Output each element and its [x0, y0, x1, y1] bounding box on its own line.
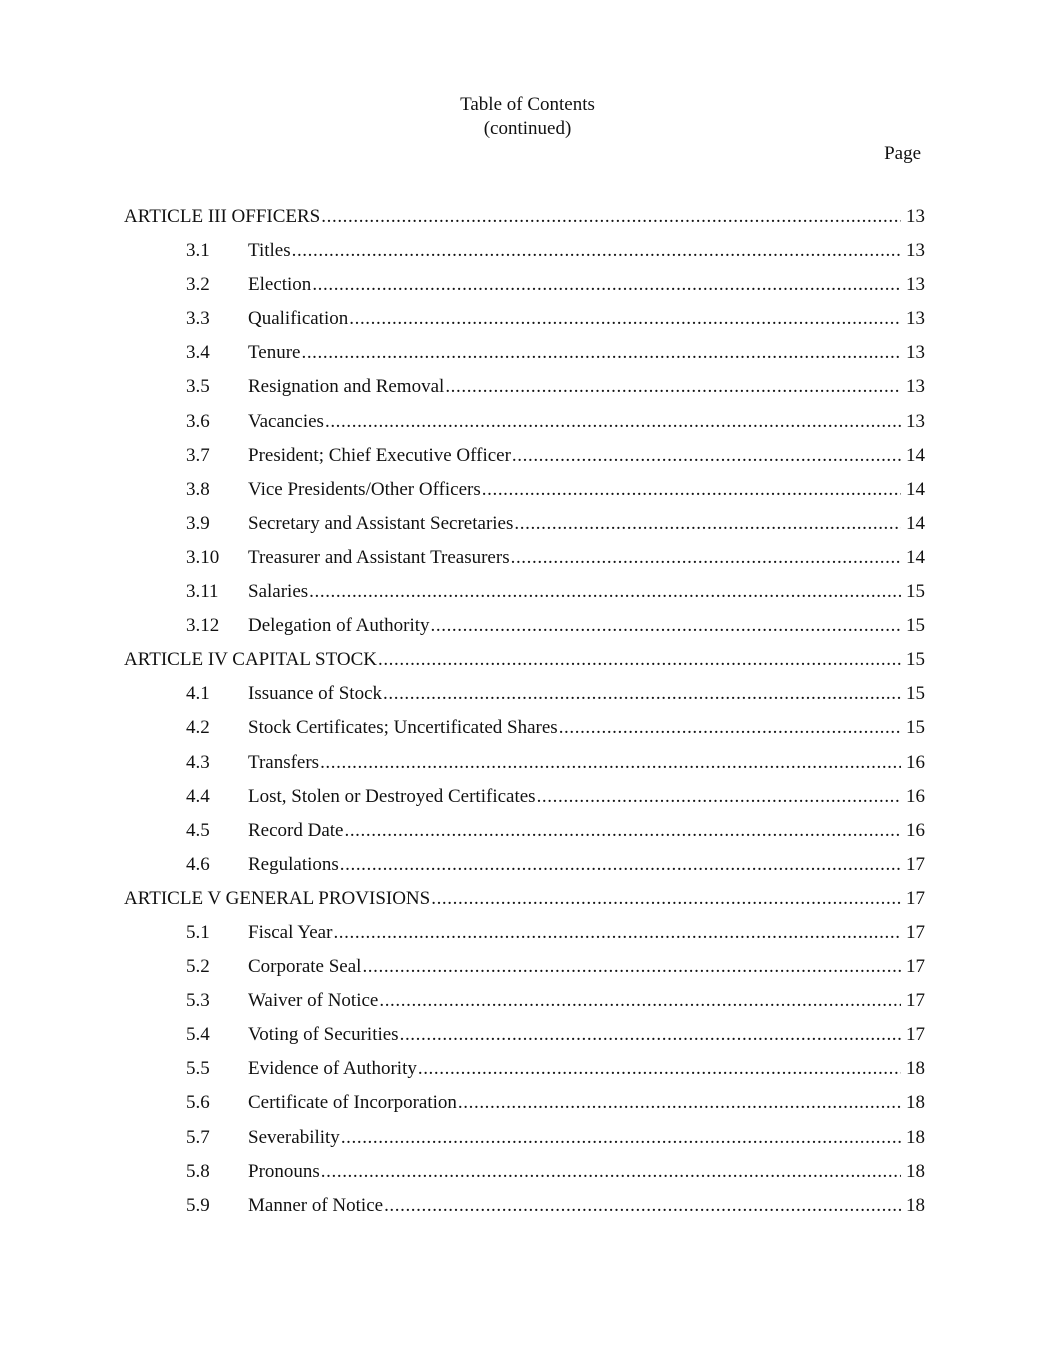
page-number: 17 [906, 921, 925, 943]
entry-title: Stock Certificates; Uncertificated Shares [248, 717, 558, 739]
section-number: 5.3 [186, 990, 210, 1012]
page-number: 18 [906, 1160, 925, 1182]
dot-leader [340, 852, 901, 878]
section-number: 5.8 [186, 1160, 210, 1182]
section-number: 4.5 [186, 819, 210, 841]
section-number: 3.10 [186, 546, 220, 568]
toc-section-entry[interactable] [124, 374, 925, 408]
toc-section-entry[interactable] [124, 715, 925, 749]
section-number: 4.6 [186, 853, 210, 875]
entry-title: Vacancies [248, 410, 324, 432]
dot-leader [445, 374, 901, 400]
page-number: 14 [906, 512, 925, 534]
section-number: 5.7 [186, 1126, 210, 1148]
page-number: 17 [906, 853, 925, 875]
page-number: 14 [906, 444, 925, 466]
toc-section-entry[interactable] [124, 988, 925, 1022]
dot-leader [384, 1193, 901, 1219]
toc-header [0, 93, 1055, 141]
toc-section-entry[interactable] [124, 920, 925, 954]
toc-article-entry[interactable] [124, 647, 925, 681]
toc-article-entry[interactable] [124, 204, 925, 238]
toc-section-entry[interactable] [124, 1193, 925, 1227]
entry-title: Certificate of Incorporation [248, 1092, 457, 1114]
toc-section-entry[interactable] [124, 954, 925, 988]
dot-leader [362, 954, 901, 980]
section-number: 4.3 [186, 751, 210, 773]
entry-title: Waiver of Notice [248, 990, 379, 1012]
toc-section-entry[interactable] [124, 818, 925, 852]
dot-leader [325, 409, 901, 435]
page-number: 17 [906, 887, 925, 909]
dot-leader [383, 681, 901, 707]
entry-title: ARTICLE IV CAPITAL STOCK [124, 649, 377, 671]
page-number: 16 [906, 819, 925, 841]
entry-title: Pronouns [248, 1160, 320, 1182]
toc-section-entry[interactable] [124, 238, 925, 272]
dot-leader [333, 920, 901, 946]
toc-article-entry[interactable] [124, 886, 925, 920]
toc-section-entry[interactable] [124, 443, 925, 477]
section-number: 4.4 [186, 785, 210, 807]
page-number: 13 [906, 376, 925, 398]
entry-title: Manner of Notice [248, 1194, 384, 1216]
entry-title: Severability [248, 1126, 340, 1148]
entry-title: Secretary and Assistant Secretaries [248, 512, 514, 534]
section-number: 3.12 [186, 615, 220, 637]
dot-leader [301, 340, 901, 366]
entry-title: Fiscal Year [248, 921, 333, 943]
toc-section-entry[interactable] [124, 1022, 925, 1056]
toc-section-entry[interactable] [124, 1125, 925, 1159]
toc-section-entry[interactable] [124, 477, 925, 511]
toc-section-entry[interactable] [124, 750, 925, 784]
toc-section-entry[interactable] [124, 852, 925, 886]
section-number: 3.5 [186, 376, 210, 398]
page-number: 18 [906, 1058, 925, 1080]
entry-title: President; Chief Executive Officer [248, 444, 511, 466]
dot-leader [400, 1022, 901, 1048]
entry-title: ARTICLE V GENERAL PROVISIONS [124, 887, 431, 909]
page-number: 15 [906, 683, 925, 705]
dot-leader [458, 1090, 901, 1116]
toc-section-entry[interactable] [124, 340, 925, 374]
toc-list [124, 204, 925, 1227]
toc-section-entry[interactable] [124, 545, 925, 579]
page-number: 18 [906, 1126, 925, 1148]
dot-leader [321, 204, 901, 230]
page-column-label: Page [884, 143, 921, 164]
section-number: 5.2 [186, 956, 210, 978]
page-number: 14 [906, 478, 925, 500]
dot-leader [559, 715, 901, 741]
entry-title: Resignation and Removal [248, 376, 445, 398]
toc-section-entry[interactable] [124, 1159, 925, 1193]
page-number: 13 [906, 342, 925, 364]
entry-title: Record Date [248, 819, 344, 841]
section-number: 3.6 [186, 410, 210, 432]
dot-leader [512, 443, 901, 469]
page-number: 18 [906, 1194, 925, 1216]
section-number: 4.1 [186, 683, 210, 705]
entry-title: Corporate Seal [248, 956, 362, 978]
page-number: 13 [906, 206, 925, 227]
toc-section-entry[interactable] [124, 613, 925, 647]
section-number: 5.1 [186, 921, 210, 943]
page-number: 16 [906, 751, 925, 773]
toc-section-entry[interactable] [124, 409, 925, 443]
page-number: 13 [906, 410, 925, 432]
entry-title: ARTICLE III OFFICERS [124, 206, 321, 227]
entry-title: Lost, Stolen or Destroyed Certificates [248, 785, 536, 807]
section-number: 4.2 [186, 717, 210, 739]
dot-leader [379, 988, 901, 1014]
toc-section-entry[interactable] [124, 306, 925, 340]
dot-leader [418, 1056, 901, 1082]
entry-title: Election [248, 274, 312, 296]
toc-section-entry[interactable] [124, 681, 925, 715]
entry-title: Regulations [248, 853, 339, 875]
page-number: 13 [906, 274, 925, 296]
toc-section-entry[interactable] [124, 1090, 925, 1124]
page-number: 17 [906, 1024, 925, 1046]
page-number: 13 [906, 240, 925, 262]
page-number: 15 [906, 615, 925, 637]
section-number: 5.5 [186, 1058, 210, 1080]
entry-title: Qualification [248, 308, 349, 330]
toc-section-entry[interactable] [124, 1056, 925, 1090]
entry-title: Voting of Securities [248, 1024, 399, 1046]
entry-title: Titles [248, 240, 291, 262]
toc-section-entry[interactable] [124, 272, 925, 306]
dot-leader [312, 272, 901, 298]
page-number: 16 [906, 785, 925, 807]
dot-leader [537, 784, 901, 810]
page-number: 15 [906, 581, 925, 603]
entry-title: Delegation of Authority [248, 615, 430, 637]
dot-leader [292, 238, 901, 264]
dot-leader [378, 647, 901, 673]
dot-leader [320, 750, 901, 776]
entry-title: Tenure [248, 342, 301, 364]
toc-title: Table of Contents [460, 94, 595, 115]
dot-leader [344, 818, 901, 844]
entry-title: Evidence of Authority [248, 1058, 417, 1080]
page-number: 15 [906, 649, 925, 671]
page-number: 18 [906, 1092, 925, 1114]
entry-title: Transfers [248, 751, 320, 773]
section-number: 5.4 [186, 1024, 210, 1046]
entry-title: Issuance of Stock [248, 683, 383, 705]
toc-section-entry[interactable] [124, 784, 925, 818]
section-number: 3.3 [186, 308, 210, 330]
page-number: 15 [906, 717, 925, 739]
entry-title: Treasurer and Assistant Treasurers [248, 546, 510, 568]
section-number: 3.2 [186, 274, 210, 296]
section-number: 3.11 [186, 581, 219, 603]
toc-section-entry[interactable] [124, 511, 925, 545]
section-number: 3.1 [186, 240, 210, 262]
page-number: 17 [906, 990, 925, 1012]
dot-leader [341, 1125, 901, 1151]
section-number: 3.9 [186, 512, 210, 534]
dot-leader [431, 886, 901, 912]
toc-subtitle: (continued) [483, 118, 572, 139]
section-number: 3.4 [186, 342, 210, 364]
dot-leader [349, 306, 901, 332]
section-number: 3.7 [186, 444, 210, 466]
dot-leader [321, 1159, 901, 1185]
section-number: 5.6 [186, 1092, 210, 1114]
toc-section-entry[interactable] [124, 579, 925, 613]
dot-leader [431, 613, 901, 639]
page-number: 13 [906, 308, 925, 330]
dot-leader [511, 545, 901, 571]
dot-leader [482, 477, 901, 503]
dot-leader [309, 579, 901, 605]
page-number: 17 [906, 956, 925, 978]
entry-title: Salaries [248, 581, 309, 603]
section-number: 5.9 [186, 1194, 210, 1216]
section-number: 3.8 [186, 478, 210, 500]
page-number: 14 [906, 546, 925, 568]
dot-leader [514, 511, 901, 537]
entry-title: Vice Presidents/Other Officers [248, 478, 481, 500]
